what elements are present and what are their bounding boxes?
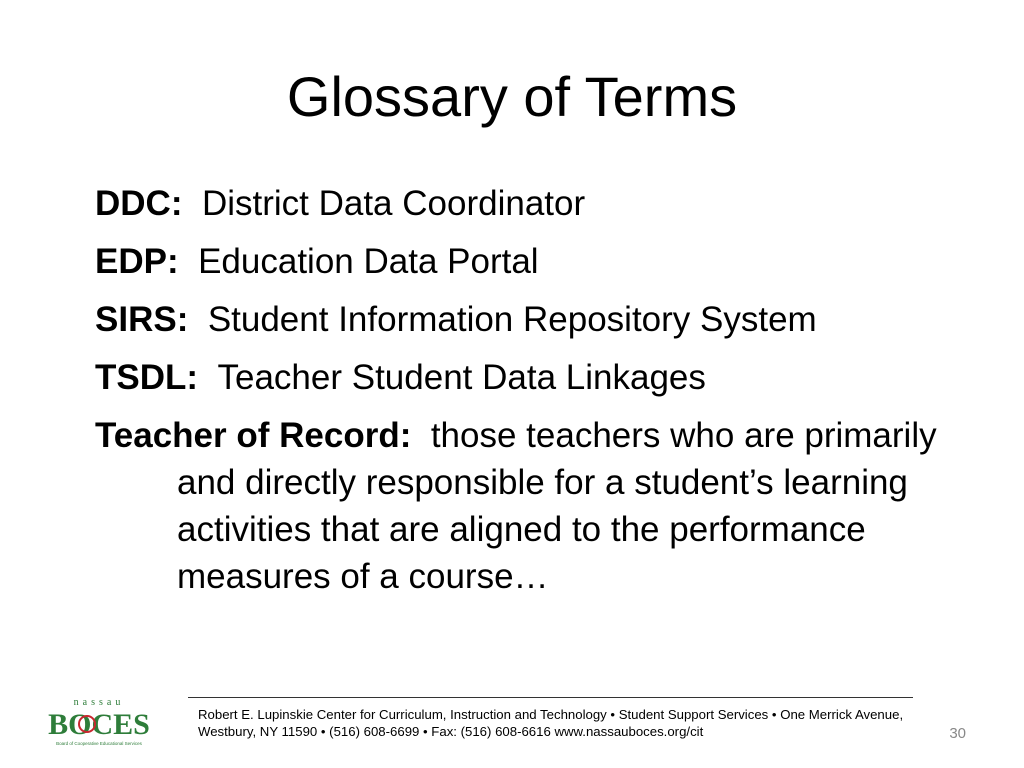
slide-title: Glossary of Terms [286, 65, 738, 128]
logo-main-text: BOCES [48, 708, 150, 741]
glossary-definition: District Data Coordinator [201, 184, 586, 223]
glossary-term: SIRS: [95, 300, 189, 339]
boces-logo [48, 694, 150, 749]
glossary-definition: those teachers who are primarily and directly responsible for a student’s learning activities that are aligned to the performance measures of a course… [177, 416, 937, 596]
glossary-definition: Education Data Portal [198, 242, 539, 281]
glossary-item-ddc [95, 180, 955, 227]
logo-sub-text: Board of Cooperative Educational Services [56, 741, 142, 746]
glossary-term: Teacher of Record: [95, 416, 412, 455]
glossary-item-edp [95, 238, 955, 285]
glossary-item-teacher-of-record [95, 412, 955, 600]
glossary-term: DDC: [95, 184, 183, 223]
glossary-term: TSDL: [95, 358, 199, 397]
glossary-list [95, 180, 955, 611]
glossary-definition: Teacher Student Data Linkages [217, 358, 706, 397]
glossary-item-sirs [95, 296, 955, 343]
footer-divider [188, 697, 913, 698]
slide-number: 30 [949, 725, 966, 742]
glossary-definition: Student Information Repository System [207, 300, 817, 339]
logo-top-text: nassau [73, 697, 125, 708]
glossary-item-tsdl [95, 354, 955, 401]
glossary-term: EDP: [95, 242, 179, 281]
footer-contact-text: Robert E. Lupinskie Center for Curriculum, Instruction and Technology • Student Support Services • One Merrick Avenue, Westbury, NY 11590 • (516) 608-6699 • Fax: (516) 608-6616 www.nassauboces.org/cit [198, 707, 904, 739]
